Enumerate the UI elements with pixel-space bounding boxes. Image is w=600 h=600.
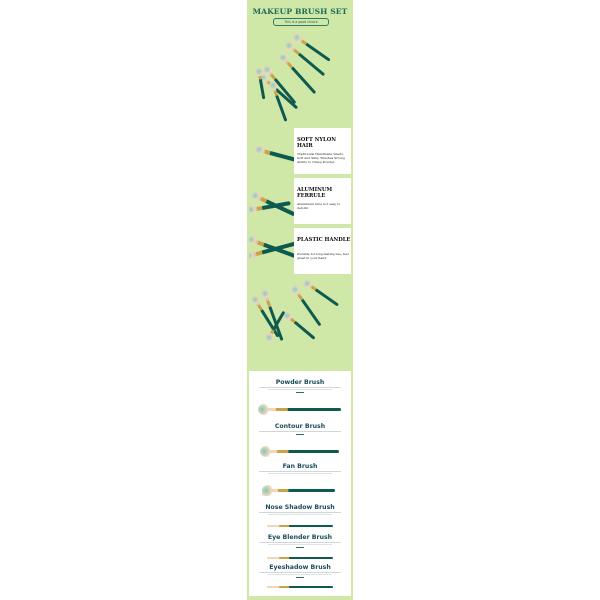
desc-line (268, 514, 332, 515)
divider (296, 547, 304, 548)
brush-image (267, 557, 333, 559)
product-brush (286, 314, 316, 339)
bristle (258, 404, 270, 415)
bristle (262, 485, 274, 496)
desc-line (268, 544, 332, 545)
brush-catalog (249, 371, 351, 596)
desc-line (268, 473, 332, 474)
desc-line (268, 574, 332, 575)
divider (296, 392, 304, 393)
brush-image (265, 489, 335, 492)
product-brush (306, 282, 339, 306)
brush-name: Eyeshadow Brush (269, 564, 331, 571)
product-brush (294, 289, 322, 327)
feature-brush (258, 148, 294, 162)
catalog-item (249, 423, 351, 435)
brush-image (261, 408, 341, 411)
subtitle-badge: This is a good choice (273, 18, 329, 26)
desc-line (259, 512, 341, 513)
catalog-item (249, 504, 351, 515)
desc-line (259, 542, 341, 543)
desc-line (259, 431, 341, 432)
desc-line (259, 471, 341, 472)
desc-line (268, 389, 332, 390)
product-strip (247, 0, 353, 600)
feature-desc: Durable for long-lasting use, feel great in your hand (297, 252, 349, 260)
catalog-item (249, 564, 351, 578)
feature-desc: Traditional Handmade Sheds, Soft and Silky, Brushes Strong Ability to Grasp Powder. (297, 152, 345, 164)
divider (296, 434, 304, 435)
feature-card (249, 178, 351, 224)
divider (296, 577, 304, 578)
brush-name: Fan Brush (282, 463, 318, 470)
bristle (260, 446, 272, 457)
feature-image (249, 178, 294, 224)
hero-image (247, 26, 353, 126)
brush-name: Powder Brush (275, 379, 325, 386)
feature-desc: Aluminium tube not easy to deform (297, 202, 341, 210)
product-image (247, 278, 353, 368)
brush-name: Nose Shadow Brush (265, 504, 335, 511)
page-title: MAKEUP BRUSH SET (252, 7, 348, 16)
feature-image (249, 228, 294, 274)
desc-line (259, 572, 341, 573)
feature-heading: SOFT NYLON HAIR (297, 137, 336, 149)
brush-name: Eye Blender Brush (267, 534, 333, 541)
brush-image (267, 525, 333, 527)
feature-heading: ALUMINUM FERRULE (297, 187, 333, 199)
feature-heading: PLASTIC HANDLE (297, 237, 351, 243)
brush-image (263, 450, 339, 453)
catalog-item (249, 534, 351, 548)
catalog-item (249, 463, 351, 474)
feature-card (249, 128, 351, 174)
brush-image (267, 586, 333, 588)
catalog-item (249, 379, 351, 393)
desc-line (259, 387, 341, 388)
brush-name: Contour Brush (274, 423, 326, 430)
feature-image (249, 128, 294, 174)
feature-card (249, 228, 351, 274)
